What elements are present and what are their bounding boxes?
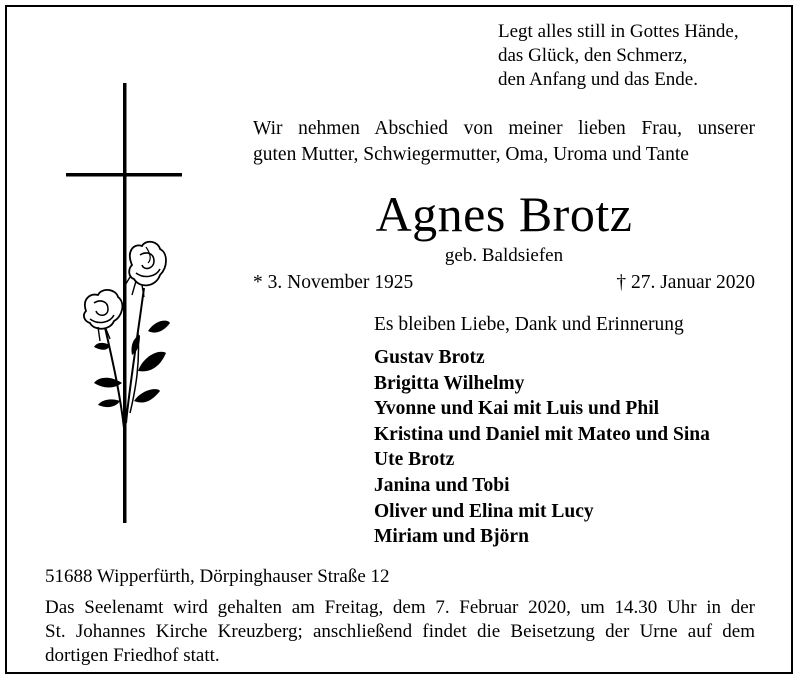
mourner-name: Ute Brotz	[374, 449, 455, 471]
mourner-name: Oliver und Elina mit Lucy	[374, 500, 594, 522]
mourner-name: Miriam und Björn	[374, 526, 529, 548]
deceased-name: Agnes Brotz	[375, 186, 633, 242]
birth-date: * 3. November 1925	[253, 272, 414, 293]
intro-line: guten Mutter, Schwiegermutter, Oma, Uroma und Tante	[253, 144, 689, 165]
motto-line: das Glück, den Schmerz,	[498, 45, 688, 66]
mourners-list	[374, 345, 710, 550]
service-notice	[45, 596, 755, 668]
thanks-line: Es bleiben Liebe, Dank und Erinnerung	[374, 314, 684, 335]
motto-line: Legt alles still in Gottes Hände,	[498, 21, 739, 42]
mourner-name: Janina und Tobi	[374, 474, 510, 496]
service-line: dortigen Friedhof statt.	[45, 645, 220, 666]
cross-with-roses-icon	[60, 83, 190, 523]
family-address: 51688 Wipperfürth, Dörpinghauser Straße 12	[45, 566, 390, 587]
death-date: † 27. Januar 2020	[616, 272, 755, 293]
mourner-name: Kristina und Daniel mit Mateo und Sina	[374, 423, 710, 445]
mourner-name: Gustav Brotz	[374, 347, 485, 368]
mourner-name: Brigitta Wilhelmy	[374, 372, 525, 394]
service-line: St. Johannes Kirche Kreuzberg; anschließend findet die Beisetzung der Urne auf dem	[45, 621, 755, 642]
motto-line: den Anfang und das Ende.	[498, 69, 698, 90]
maiden-name: geb. Baldsiefen	[444, 245, 564, 266]
motto-verse	[498, 20, 739, 92]
mourner-name: Yvonne und Kai mit Luis und Phil	[374, 398, 660, 420]
intro-line: Wir nehmen Abschied von meiner lieben Frau, unserer	[253, 118, 755, 139]
intro-text	[253, 116, 755, 168]
service-line: Das Seelenamt wird gehalten am Freitag, dem 7. Februar 2020, um 14.30 Uhr in der	[45, 597, 755, 618]
